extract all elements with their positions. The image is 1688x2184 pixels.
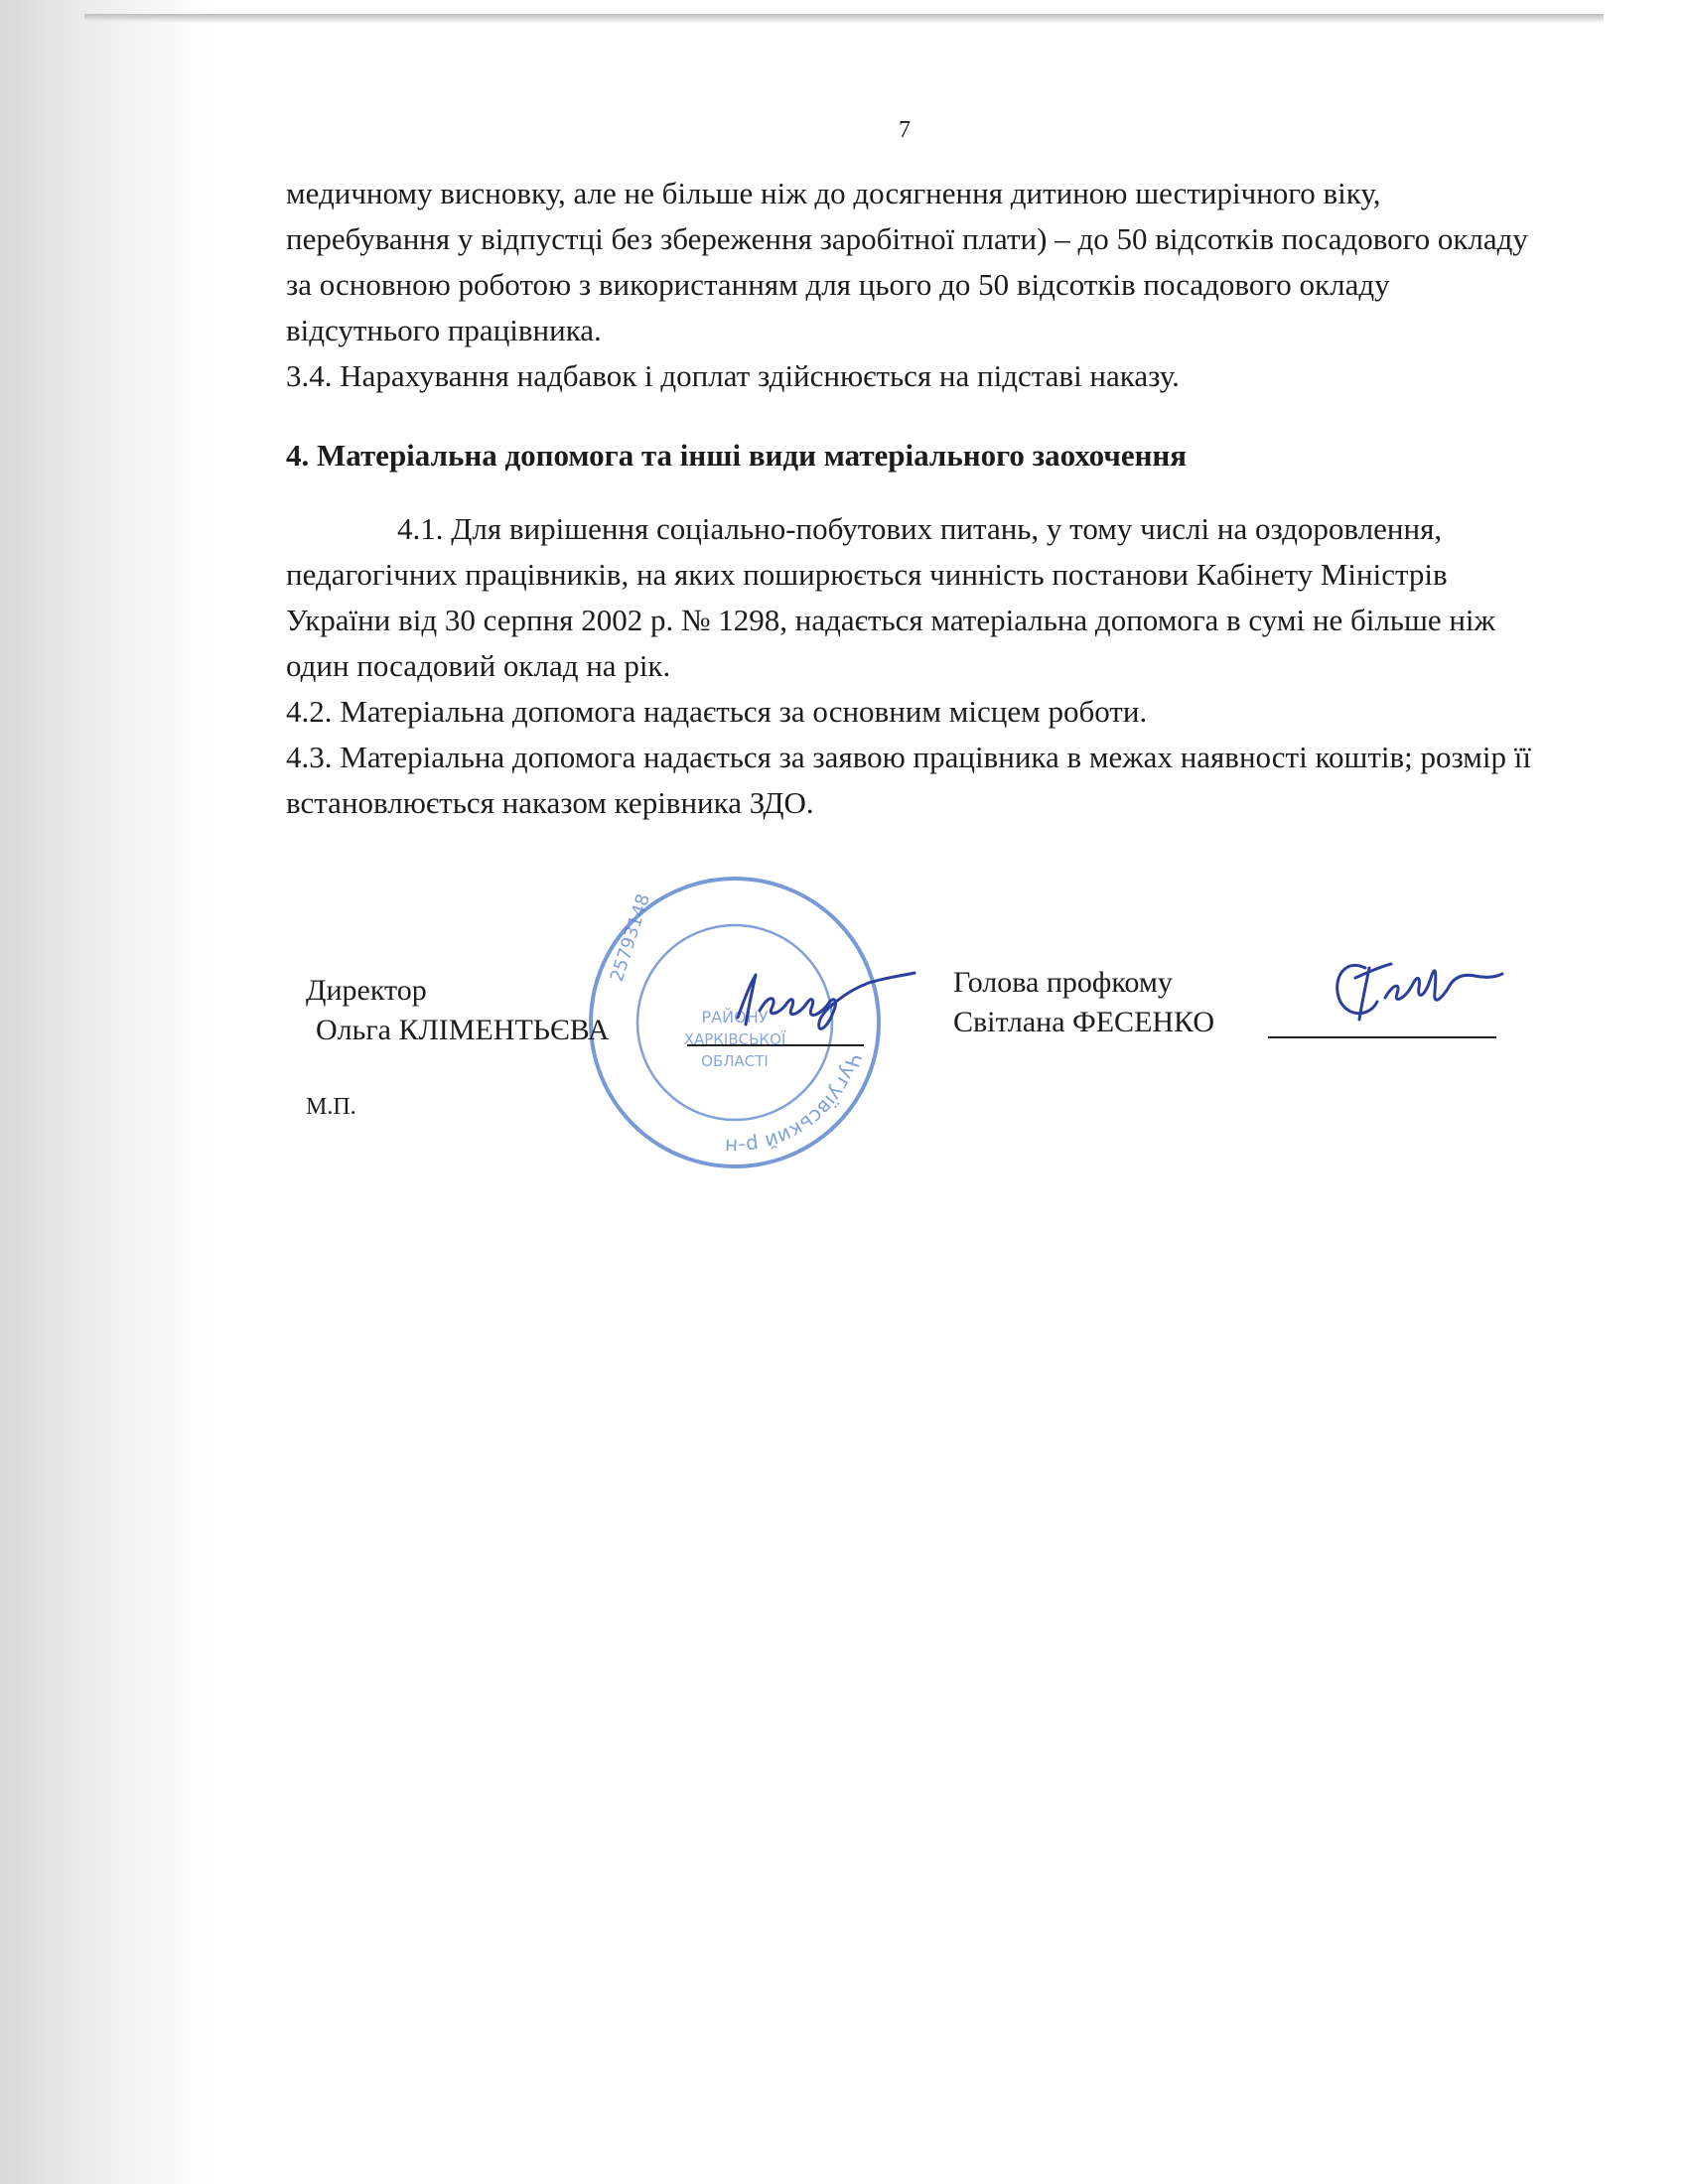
page-number: 7 xyxy=(899,117,911,143)
paragraph-3-4: 3.4. Нарахування надбавок і доплат здійснюється на підставі наказу. xyxy=(286,358,1180,393)
scan-edge-top xyxy=(84,14,1604,22)
paragraph-4-3: 4.3. Матеріальна допомога надається за заявою працівника в межах наявності коштів; розмір її встановлюється наказом керівника ЗДО. xyxy=(286,740,1532,820)
paragraph-4-2: 4.2. Матеріальна допомога надається за основним місцем роботи. xyxy=(286,694,1148,729)
stamp-line-1: РАЙОНУ xyxy=(701,1008,769,1026)
scan-shadow-left xyxy=(0,0,213,2184)
director-title: Директор xyxy=(306,974,427,1007)
director-signature-line xyxy=(687,1044,864,1046)
document-body xyxy=(286,171,1537,826)
stamp-line-3: ОБЛАСТІ xyxy=(701,1052,769,1070)
director-name: Ольга КЛІМЕНТЬЄВА xyxy=(316,1014,610,1046)
paragraph-continuation: медичному висновку, але не більше ніж до досягнення дитиною шестирічного віку, перебування у відпустці без збереження заробітної плати) – до 50 відсотків посадового окладу за основною роботою з використанням для цього до 50 відсотків посадового окладу відсутнього працівника. xyxy=(286,176,1528,347)
section-heading: 4. Матеріальна допомога та інші види матеріального заохочення xyxy=(286,438,1188,473)
stamp-mark: М.П. xyxy=(306,1094,356,1120)
paragraph-4-1: 4.1. Для вирішення соціально-побутових питань, у тому числі на оздоровлення, педагогічних працівників, на яких поширюється чинність постанови Кабінету Міністрів України від 30 серпня 2002 р. № 1298, надається матеріальна допомога в сумі не більше ніж один посадовий оклад на рік. xyxy=(286,511,1495,683)
stamp-line-2: ХАРКІВСЬКОЇ xyxy=(683,1030,786,1048)
union-head-name: Світлана ФЕСЕНКО xyxy=(953,1006,1214,1038)
stamp-ring-text: Чугуївський р-н xyxy=(724,1049,867,1160)
union-head-signature xyxy=(1326,948,1504,1037)
stamp-code: 25793148 xyxy=(606,890,655,985)
director-signature xyxy=(730,963,918,1042)
union-head-title: Голова профкому xyxy=(953,966,1173,999)
